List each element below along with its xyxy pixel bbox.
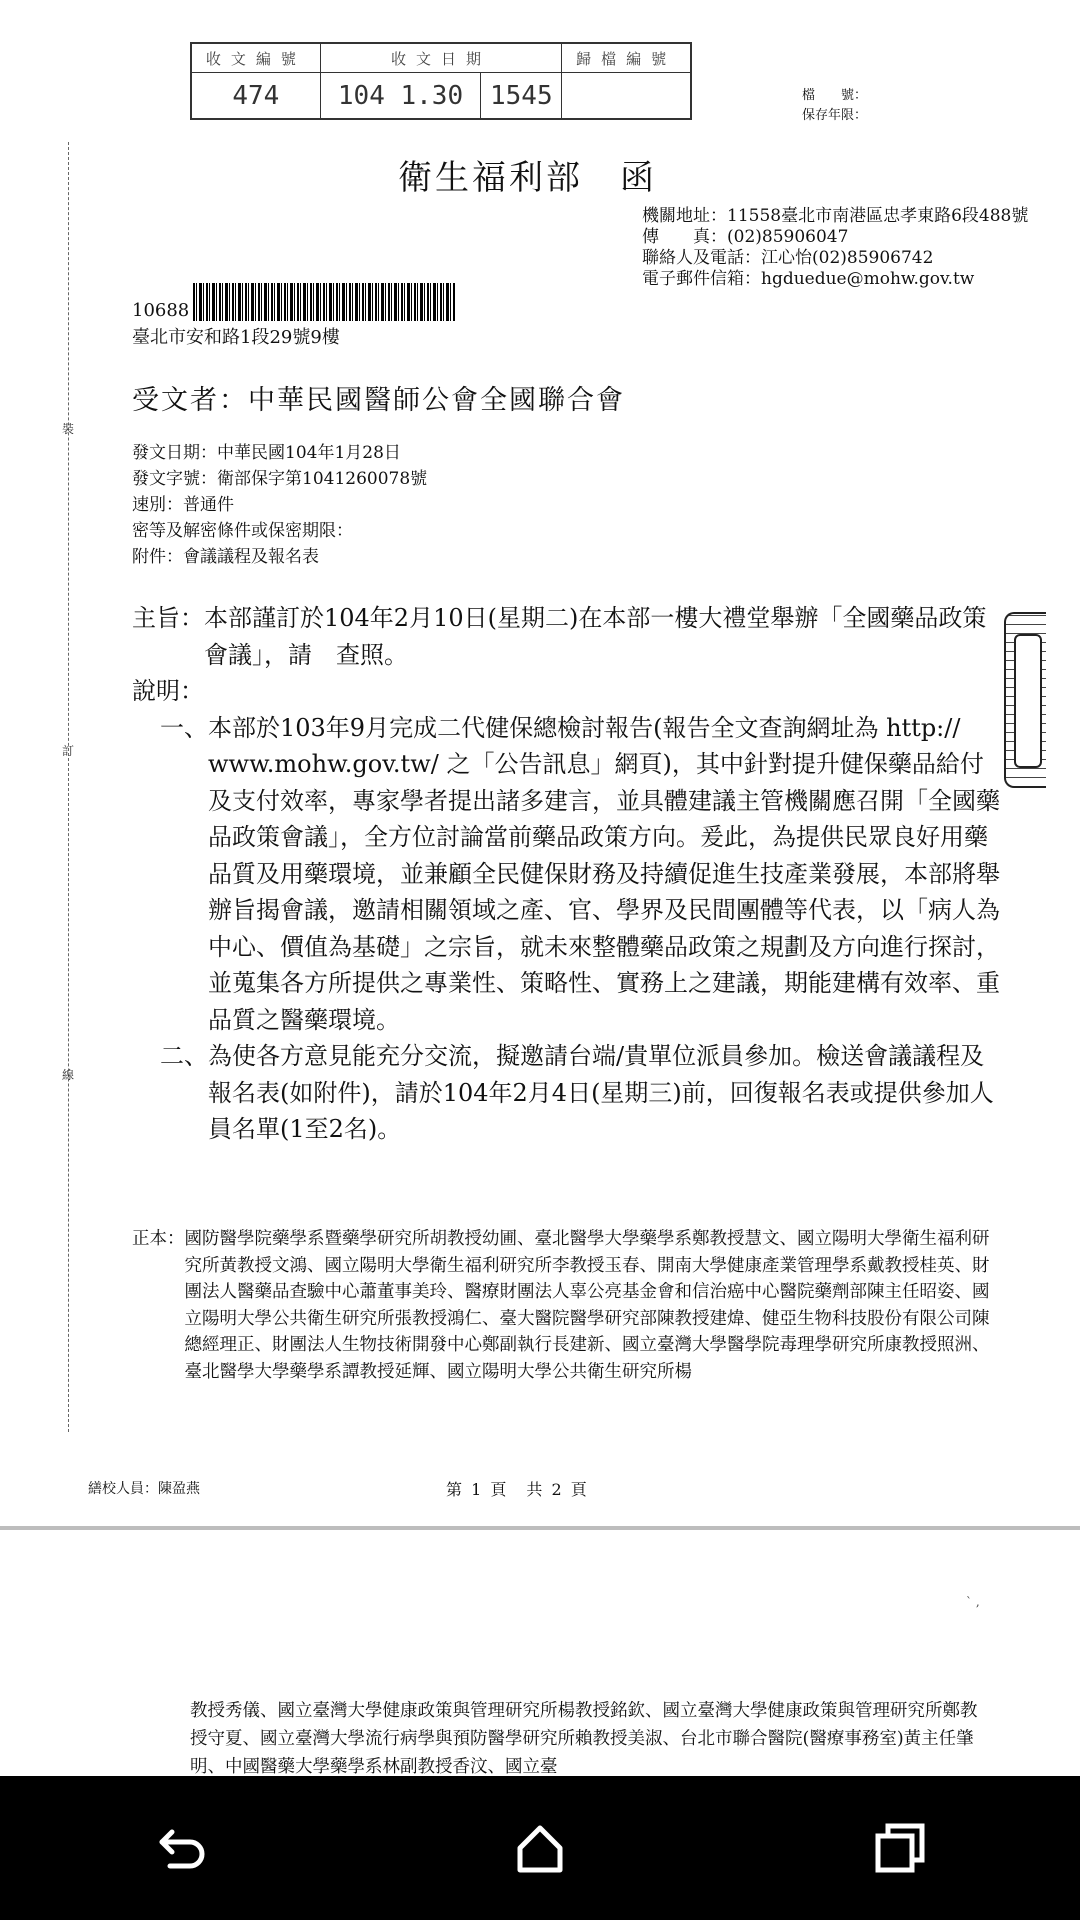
subject xyxy=(132,600,1002,673)
scan-specks: ` , xyxy=(966,1595,980,1609)
cc-label: 正本： xyxy=(132,1229,185,1249)
explanation-label: 說明： xyxy=(132,677,204,705)
document-number: 發文字號：衛部保字第1041260078號 xyxy=(132,469,428,489)
file-meta xyxy=(802,86,867,126)
proofreader: 繕校人員：陳盈燕 xyxy=(88,1481,200,1497)
receipt-stamp xyxy=(190,42,692,120)
file-number-label: 檔 號： xyxy=(802,88,868,103)
explanation-item xyxy=(132,710,1002,1039)
stamp-header-archive-no: 歸檔編號 xyxy=(562,43,691,73)
delivery-speed: 速別：普通件 xyxy=(132,495,234,515)
agency-contact-person: 聯絡人及電話：江心怡(02)85906742 xyxy=(642,248,934,268)
stamp-receipt-no: 474 xyxy=(191,73,320,119)
explanation-item xyxy=(132,1038,1002,1148)
subject-label: 主旨： xyxy=(132,604,204,632)
explanation-item-number: 一、 xyxy=(160,713,208,742)
recents-button[interactable] xyxy=(840,1788,960,1908)
explanation-item-text: 為使各方意見能充分交流，擬邀請台端/貴單位派員參加。檢送會議議程及報名表(如附件)，請於104年2月4日(星期三)前，回復報名表或提供參加人員名單(1至2名)。 xyxy=(208,1042,994,1143)
agency-fax: 傳 真：(02)85906047 xyxy=(642,227,849,247)
document-body xyxy=(132,600,1002,1148)
back-icon xyxy=(152,1820,208,1876)
secrecy-level: 密等及解密條件或保密期限： xyxy=(132,521,353,541)
seal-inner xyxy=(1014,634,1042,768)
home-icon xyxy=(512,1820,568,1876)
stamp-receipt-time: 1545 xyxy=(481,73,562,119)
postal-code: 10688 xyxy=(132,300,190,321)
binding-mark: 裝 xyxy=(62,422,75,436)
page-number: 第 1 頁 共 2 頁 xyxy=(446,1480,589,1499)
agency-contact xyxy=(642,206,1028,290)
document-page-2 xyxy=(0,1530,1080,1776)
agency-email: 電子郵件信箱：hgduedue@mohw.gov.tw xyxy=(642,269,975,289)
agency-address: 機關地址：11558臺北市南港區忠孝東路6段488號 xyxy=(642,206,1029,226)
binding-mark: 訂 xyxy=(62,744,75,758)
issue-date: 發文日期：中華民國104年1月28日 xyxy=(132,443,401,463)
back-button[interactable] xyxy=(120,1788,240,1908)
explanation-item-number: 二、 xyxy=(160,1042,208,1070)
stamp-header-receipt-date: 收文日期 xyxy=(320,43,562,73)
subject-text: 本部謹訂於104年2月10日(星期二)在本部一樓大禮堂舉辦「全國藥品政策會議」，請 查照。 xyxy=(204,604,987,669)
binding-line xyxy=(68,142,69,1432)
recents-icon xyxy=(872,1820,928,1876)
cc-text: 國防醫學院藥學系暨藥學研究所胡教授幼圃、臺北醫學大學藥學系鄭教授慧文、國立陽明大學衛生福利研究所黃教授文鴻、國立陽明大學衛生福利研究所李教授玉春、開南大學健康產業管理學系戴教授桂英、財團法人醫藥品查驗中心蕭董事美玲、醫療財團法人辜公亮基金會和信治癌中心醫院藥劑部陳主任昭姿、國立陽明大學公共衛生研究所張教授鴻仁、臺大醫院醫學研究部陳教授建煒、健亞生物科技股份有限公司陳總經理正、財團法人生物技術開發中心鄭副執行長建新、國立臺灣大學醫學院毒理學研究所康教授照洲、臺北醫學大學藥學系譚教授延輝、國立陽明大學公共衛生研究所楊 xyxy=(184,1229,990,1382)
navigation-bar xyxy=(0,1776,1080,1920)
stamp-header-receipt-no: 收文編號 xyxy=(191,43,320,73)
recipient-address: 臺北市安和路1段29號9樓 xyxy=(132,327,340,348)
retention-label: 保存年限： xyxy=(802,108,868,123)
page2-text: 教授秀儀、國立臺灣大學健康政策與管理研究所楊教授銘欽、國立臺灣大學健康政策與管理研究所鄭教授守夏、國立臺灣大學流行病學與預防醫學研究所賴教授美淑、台北市聯合醫院(醫療事務室)黃主任肇明、中國醫藥大學藥學系林副教授香汶、國立臺 xyxy=(190,1701,978,1776)
binding-mark: 線 xyxy=(62,1068,75,1082)
document-meta xyxy=(132,440,427,570)
official-seal xyxy=(1004,612,1046,788)
explanation-item-text: 本部於103年9月完成二代健保總檢討報告(報告全文查詢網址為 http:// www.mohw.gov.tw/ 之「公告訊息」網頁)，其中針對提升健保藥品給付及支付效率，專家學者提出諸多建言，並具體建議主管機關應召開「全國藥品政策會議」，全方位討論當前藥品政策方向。爰此，為提供民眾良好用藥品質及用藥環境，並兼顧全民健保財務及持續促進生技產業發展，本部將舉辦旨揭會議，邀請相關領域之產、官、學界及民間團體等代表，以「病人為中心、價值為基礎」之宗旨，就未來整體藥品政策之規劃及方向進行探討，並蒐集各方所提供之專業性、策略性、實務上之建議，期能建構有效率、重品質之醫藥環境。 xyxy=(208,713,1000,1034)
stamp-receipt-date: 104 1.30 xyxy=(320,73,481,119)
copy-recipients xyxy=(132,1226,992,1385)
stamp-archive-no xyxy=(562,73,691,119)
home-button[interactable] xyxy=(480,1788,600,1908)
postal-row xyxy=(132,283,455,321)
barcode xyxy=(193,283,455,321)
recipient: 受文者：中華民國醫師公會全國聯合會 xyxy=(132,385,625,416)
attachment: 附件：會議議程及報名表 xyxy=(132,547,319,567)
document-title: 衛生福利部 函 xyxy=(398,158,657,198)
